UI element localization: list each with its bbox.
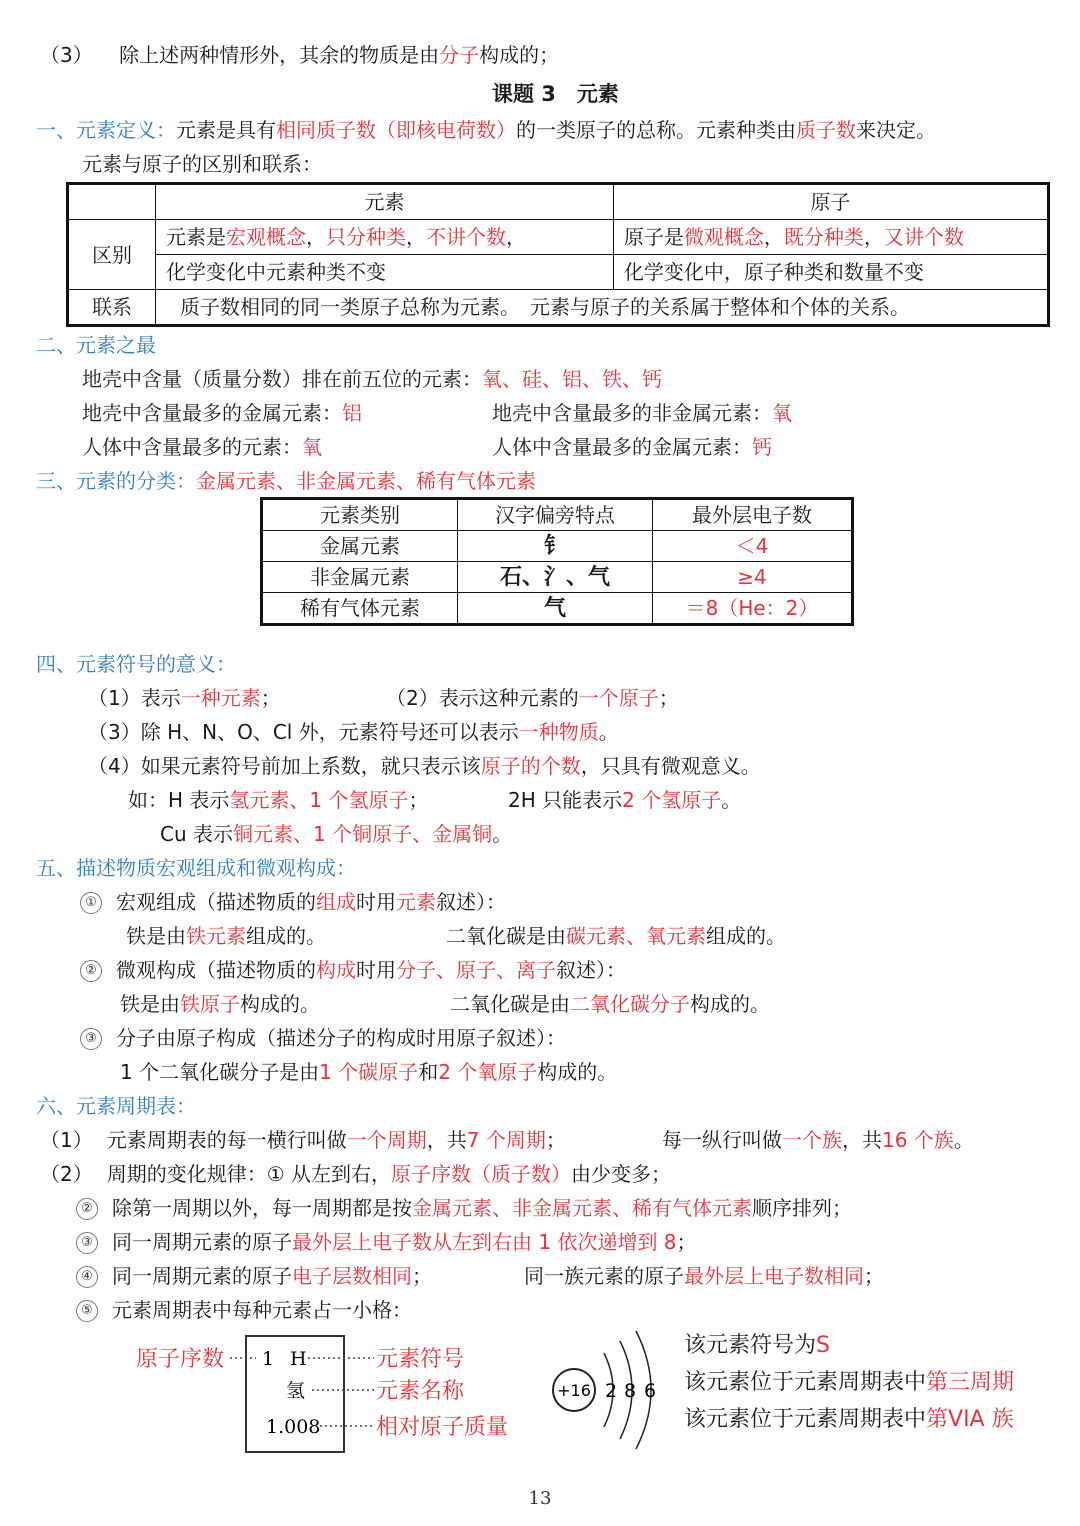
- label-atomic-number: 原子序数: [136, 1347, 225, 1372]
- text-line: （4）如果元素符号前加上系数，就只表示该原子的个数，只具有微观意义。: [88, 754, 761, 778]
- section-1-subtitle: 元素与原子的区别和联系：: [82, 152, 322, 176]
- row-label: 区别: [68, 220, 156, 290]
- table-row: [262, 593, 853, 625]
- atomic-number: 1: [262, 1348, 275, 1370]
- list-item: ③ 同一周期元素的原子最外层上电子数从左到右由 1 依次递增到 8；: [76, 1228, 697, 1256]
- item-number: （3）: [40, 43, 93, 67]
- table-cell: ＝8（He：2）: [653, 593, 853, 625]
- list-item: ② 微观构成（描述物质的构成时用分子、原子、离子叙述）：: [80, 956, 626, 984]
- text-line: 铁是由铁元素组成的。: [126, 924, 326, 948]
- table-cell: 原子是微观概念，既分种类，又讲个数: [613, 220, 1048, 255]
- column-header: 汉字偏旁特点: [458, 499, 653, 531]
- circled-number: ③: [80, 1028, 102, 1050]
- text-line: 二氧化碳是由二氧化碳分子构成的。: [450, 992, 770, 1016]
- column-header: 元素类别: [262, 499, 458, 531]
- text-line: （2） 周期的变化规律：① 从左到右，原子序数（质子数）由少变多；: [40, 1162, 672, 1186]
- text-line: 每一纵行叫做一个族，共16 个族。: [662, 1128, 974, 1152]
- table-cell: 非金属元素: [262, 562, 458, 593]
- label-element-name: 元素名称: [376, 1379, 465, 1404]
- table-cell: 质子数相同的同一类原子总称为元素。 元素与原子的关系属于整体和个体的关系。: [156, 290, 1049, 326]
- text-line: （2）表示这种元素的一个原子；: [386, 686, 679, 710]
- table-cell: 金属元素: [262, 531, 458, 562]
- text-line: （3）除 H、N、O、Cl 外，元素符号还可以表示一种物质。: [88, 720, 619, 744]
- text: 的一类原子的总称。元素种类由: [516, 118, 796, 142]
- element-box-diagram: [130, 1330, 530, 1460]
- text-line: 人体中含量最多的元素：氧: [82, 435, 322, 459]
- section-heading: 一、元素定义：: [36, 118, 176, 142]
- table-row: [262, 531, 853, 562]
- column-header: 原子: [613, 184, 1048, 220]
- page-number: 13: [528, 1488, 552, 1509]
- table-cell: 稀有气体元素: [262, 593, 458, 625]
- text-line: （1） 元素周期表的每一横行叫做一个周期，共7 个周期；: [40, 1128, 566, 1152]
- radical-cell: 石、氵、气: [458, 562, 653, 593]
- list-item: ③ 分子由原子构成（描述分子的构成时用原子叙述）：: [80, 1024, 566, 1052]
- circled-number: ③: [76, 1232, 98, 1254]
- table-cell: 元素是宏观概念，只分种类，不讲个数，: [156, 220, 614, 255]
- table-row: [68, 220, 1049, 255]
- text-line: 地壳中含量（质量分数）排在前五位的元素：氧、硅、铝、铁、钙: [82, 367, 662, 391]
- radical-cell: 钅: [458, 531, 653, 562]
- table-cell: ＜4: [653, 531, 853, 562]
- text-line: 同一族元素的原子最外层上电子数相同；: [524, 1264, 884, 1288]
- highlight: 质子数: [796, 118, 856, 142]
- atom-info-line: 该元素位于元素周期表中第VIA 族: [684, 1407, 1014, 1432]
- classification-table: [260, 497, 854, 626]
- text: 构成的；: [479, 43, 560, 67]
- section-heading: 二、元素之最: [36, 333, 156, 357]
- list-item: ① 宏观组成（描述物质的组成时用元素叙述）：: [80, 888, 506, 916]
- circled-number: ①: [80, 892, 102, 914]
- label-atomic-mass: 相对原子质量: [376, 1415, 509, 1440]
- table-row: [68, 290, 1049, 326]
- atom-info-line: 该元素位于元素周期表中第三周期: [684, 1370, 1015, 1395]
- atomic-mass: 1.008: [266, 1416, 321, 1438]
- row-label: 联系: [68, 290, 156, 326]
- element-symbol: H: [290, 1348, 307, 1370]
- section-heading: 五、描述物质宏观组成和微观构成：: [36, 856, 356, 880]
- table-row: [262, 562, 853, 593]
- section-heading: 六、元素周期表：: [36, 1094, 196, 1118]
- shell-electrons: 8: [623, 1380, 637, 1402]
- text-line: 铁是由铁原子构成的。: [120, 992, 320, 1016]
- text-line: 如：H 表示氢元素、1 个氢原子；: [128, 788, 429, 812]
- lesson-title: 课题 3 元素: [492, 82, 619, 106]
- text: 除上述两种情形外，其余的物质是由: [119, 43, 440, 67]
- radical-cell: 气: [458, 593, 653, 625]
- section-heading: 四、元素符号的意义：: [36, 652, 236, 676]
- highlight: 相同质子数（即核电荷数）: [276, 118, 516, 142]
- table-cell: 化学变化中，原子种类和数量不变: [613, 255, 1048, 290]
- section-1-definition: [36, 116, 936, 144]
- label-element-symbol: 元素符号: [376, 1347, 465, 1372]
- top-line: [40, 41, 559, 69]
- circled-number: ⑤: [76, 1300, 98, 1322]
- element-atom-table: [66, 182, 1050, 327]
- text-line: 1 个二氧化碳分子是由1 个碳原子和2 个氧原子构成的。: [120, 1060, 618, 1084]
- text-line: 2H 只能表示2 个氢原子。: [508, 788, 742, 812]
- table-cell: [68, 184, 156, 220]
- text-line: 地壳中含量最多的金属元素：铝: [82, 401, 362, 425]
- table-row: [262, 499, 853, 531]
- table-cell: ≥4: [653, 562, 853, 593]
- circled-number: ②: [80, 960, 102, 982]
- text-line: （1）表示一种元素；: [88, 686, 281, 710]
- nuclear-charge: +16: [557, 1381, 591, 1400]
- shell-electrons: 2: [604, 1380, 618, 1402]
- list-item: ⑤ 元素周期表中每种元素占一小格：: [76, 1296, 412, 1324]
- list-item: ④ 同一周期元素的原子电子层数相同；: [76, 1262, 432, 1290]
- column-header: 元素: [156, 184, 614, 220]
- table-cell: 化学变化中元素种类不变: [156, 255, 614, 290]
- atom-structure-diagram: [540, 1325, 670, 1455]
- shell-electrons: 6: [643, 1380, 657, 1402]
- circled-number: ②: [76, 1198, 98, 1220]
- section-3-heading: 三、元素的分类：金属元素、非金属元素、稀有气体元素: [36, 469, 536, 493]
- column-header: 最外层电子数: [653, 499, 853, 531]
- table-row: [68, 184, 1049, 220]
- highlight: 分子: [439, 43, 480, 67]
- text-line: Cu 表示铜元素、1 个铜原子、金属铜。: [160, 822, 513, 846]
- atom-info-line: 该元素符号为S: [684, 1333, 830, 1358]
- text: 来决定。: [856, 118, 936, 142]
- text-line: 人体中含量最多的金属元素：钙: [492, 435, 772, 459]
- text-line: 地壳中含量最多的非金属元素：氧: [492, 401, 792, 425]
- circled-number: ④: [76, 1266, 98, 1288]
- list-item: ② 除第一周期以外，每一周期都是按金属元素、非金属元素、稀有气体元素顺序排列；: [76, 1194, 852, 1222]
- text: 元素是具有: [176, 118, 276, 142]
- text-line: 二氧化碳是由碳元素、氧元素组成的。: [446, 924, 786, 948]
- element-name: 氢: [286, 1380, 306, 1402]
- table-row: [68, 255, 1049, 290]
